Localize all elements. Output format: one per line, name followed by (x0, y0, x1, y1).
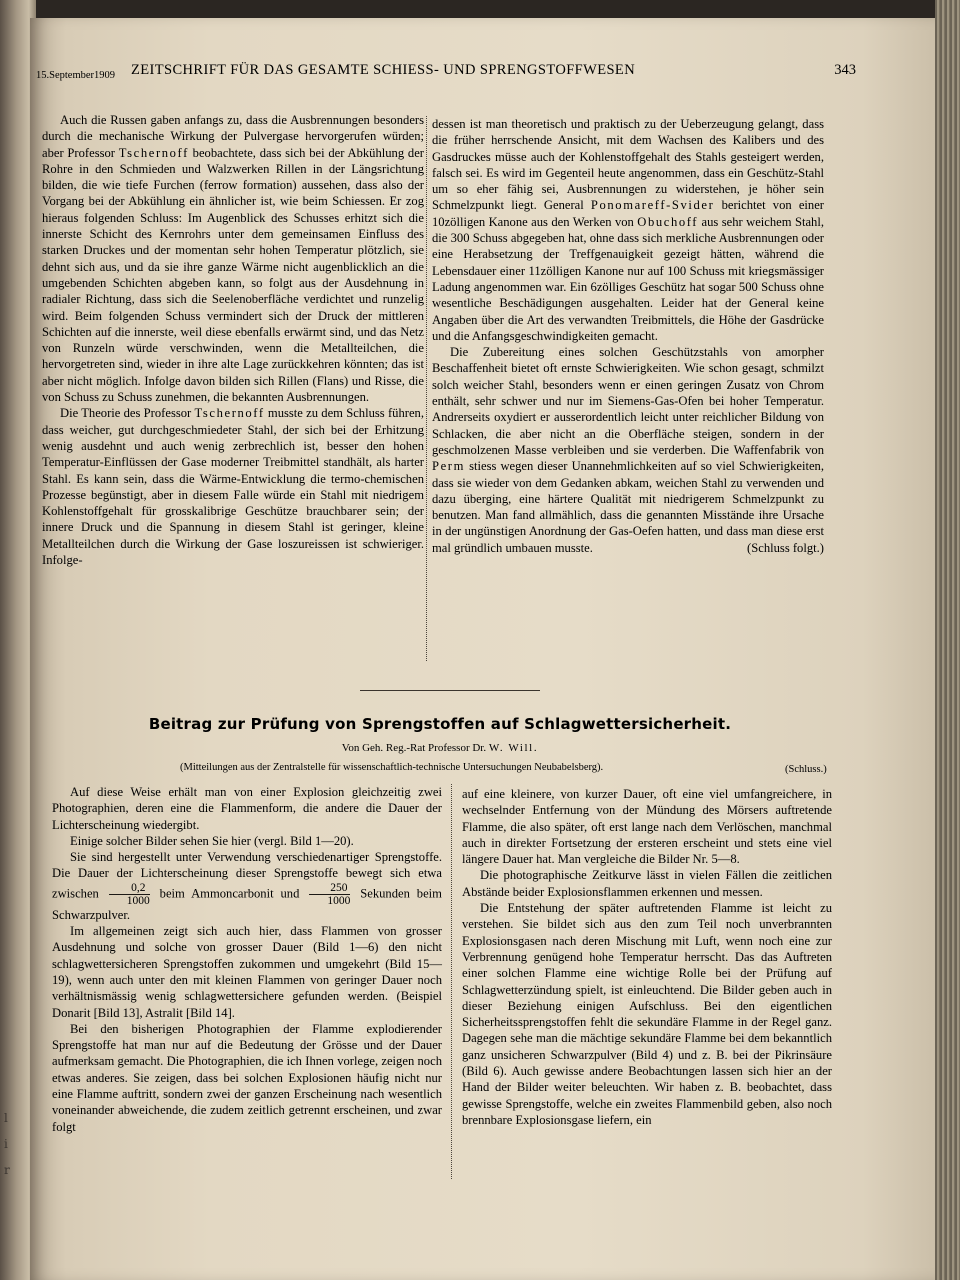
person-name: Ponomareff-Svider (590, 198, 715, 213)
facing-page-fragments (4, 1105, 14, 1183)
edge-mark: r (4, 1163, 10, 1177)
article-affiliation: (Mitteilungen aus der Zentralstelle für wissenschaftlich-technische Untersuchungen Neubabelsberg). (180, 762, 604, 773)
paragraph: dessen ist man theoretisch und praktisch zu der Ueberzeugung gelangt, dass die früher herrschende Ansicht, mit dem Wachsen des Kalibers und des Gasdruckes müsse auch der Kohlenstoffgehalt des Stahls gesteigert werden, falsch sei. Es wird im Gegenteil heute angenommen, dass ein Geschütz-Stahl um so eher fähig sei, Ausbrennungen zu widerstehen, je höher sein Schmelzpunkt liegt. General Ponomareff-Svider berichtet von einer 10zölligen Kanone aus den Werken von Obuchoff aus sehr weichem Stahl, die 300 Schuss abgegeben hat, ohne dass sich merkliche Ausbrennungen oder eine Herabsetzung der Treffgenauigkeit gezeigt hätten, während die Lebensdauer einer 11zölligen Kanone nur auf 100 Schuss mit kriegsmässiger Ladung angenommen war. Ein 6zölliges Geschütz hat sogar 500 Schuss ohne wesentliche Beschädigungen ausgehalten. Leider hat der General keine Angaben über die Art des verwandten Treibmittels, die Höhe der Gasdrücke und die Anfangsgeschwindigkeiten gemacht. (432, 117, 825, 343)
issue-date: 15.September1909 (36, 70, 116, 81)
place-name: Perm (432, 459, 465, 474)
paragraph: Auch die Russen gaben anfangs zu, dass die Ausbrennungen besonders durch die mechanische Wirkung der Pulvergase hervorgerufen würden; aber Professor Tschernoff beobachtete, dass sich bei der Abkühlung der Rohre in den Schmieden und Walzwerken Rillen in der Längsrichtung bilden, die wie tiefe Furchen (ferrow formation) aussehen, dass also der Vorgang bei der Abkühlung ein ähnlicher ist, wie beim Schiessen. Er zog hieraus folgenden Schluss: Im Augenblick des Schusses erhitzt sich die innerste Schicht des Kernrohrs unter dem gemeinsamen Einfluss des starken Druckes und der momentan sehr hohen Temperatur plötzlich, sie dehnt sich aus, und da sie ihre ganze Wärme nicht augenblicklich an die umgebenden Schichten abgeben kann, so folgt aus der Ausdehnung in radialer Richtung, dass sich die Seelenoberfläche verdichtet und runzelig wird. Beim folgenden Schuss vermindert sich der Druck der mittleren Schichten auf die innerste, weil diese ebenfalls erwärmt sind, und das Netz von Runzeln würde verschwinden, wenn die Metallteilchen, die hervorgetreten sind, wieder in ihre alte Lage zurückkehren könnten; das ist aber nicht möglich. Infolge davon bilden sich Rillen (Flans) und Risse, die von Schuss zu Schuss zunehmen, die bekannten Ausbrennungen. (42, 113, 424, 405)
paragraph: Im allgemeinen zeigt sich auch hier, dass Flammen von grosser Ausdehnung und solche von grosser Dauer (Bild 1—6) den nicht schlagwettersicheren Sprengstoffen zukommen und umgekehrt (Bild 15—19), wenn auch unter den mit kleinen Flammen von geringer Dauer noch verhältnismässig wenig schlagwettersichere gefunden werden. (Beispiel Donarit [Bild 13], Astralit [Bild 14]. (52, 924, 442, 1020)
page-number: 343 (834, 62, 856, 78)
column-divider (451, 784, 452, 1179)
paragraph: Die Entstehung der später auftretenden Flamme ist leicht zu verstehen. Sie bildet sich aus den zum Teil noch unverbrannten Explosionsgasen nach deren Mischung mit Luft, wenn noch eine zur Verbrennung genügend hohe Temperatur herrscht. Das das Auftreten einer solchen Flamme eine wichtige Rolle bei der Prüfung auf Schlagwetterzündung spielt, ist einleuchtend. Die Bilder geben auch in dieser Beziehung einigen Aufschluss. Bei den eigentlichen Sicherheitssprengstoffen fehlt die sekundäre Flamme in der Regel ganz. Dagegen sehe man die mächtige sekundäre Flamme bei dem bekanntlich ganz unsicheren Schwarzpulver (Bild 4) und z. B. bei der Pikrinsäure (Bild 6). Auch gewisse andere Beobachtungen lassen sich hier an der Hand der Bilder weiter beleuchten. Wir haben z. B. beobachtet, dass gewisse Sprengstoffe, welche ein zweites Flammenbild geben, also noch brennbare Explosionsgase liefern, ein (462, 901, 832, 1127)
paragraph: Einige solcher Bilder sehen Sie hier (vergl. Bild 1—20). (70, 833, 354, 848)
to-be-continued: (Schluss folgt.) (747, 540, 824, 555)
article-title: Beitrag zur Prüfung von Sprengstoffen auf Schlagwettersicherheit. (148, 715, 732, 733)
top-left-column (42, 112, 424, 568)
author-name: W. Will. (488, 742, 539, 754)
continuation-note: (Schluss.) (785, 764, 827, 775)
bottom-left-column (52, 784, 442, 1135)
fraction: $\frac{0,2}{1000}$ (109, 882, 150, 907)
fraction: $\frac{250}{1000}$ (309, 882, 350, 907)
journal-title: ZEITSCHRIFT FÜR DAS GESAMTE SCHIESS- UND SPRENGSTOFFWESEN (131, 62, 636, 78)
place-name: Obuchoff (637, 214, 699, 229)
person-name: Tschernoff (194, 406, 265, 421)
book-page-stack (935, 0, 960, 1280)
section-rule (360, 690, 540, 691)
bottom-right-column (462, 786, 832, 1128)
paragraph: Die Theorie des Professor Tschernoff musste zu dem Schluss führen, dass weicher, gut durchgeschmiedeter Stahl, der sich bei der Erhitzung wenig ausdehnt und auch wenig zerbrechlich ist, besser den hohen Temperatur-Einflüssen der Gase moderner Treibmittel standhält, als harter Stahl. Es kann sein, dass die Wärme-Entwicklung die termo-chemischen Prozesse begünstigt, aber in diesem Falle würde ein Stahl mit niedrigem Kohlenstoffgehalt für grosskalibrige Geschütze brauchbarer sein; der innere Druck und die Spannung in diesem Stahl ist geringer, kleine Metallteilchen durch die Wirkung der Gase loszureissen ist schwieriger. Infolge- (42, 406, 424, 568)
top-right-column (432, 116, 824, 556)
person-name: Tschernoff (118, 145, 189, 160)
paragraph: Auf diese Weise erhält man von einer Explosion gleichzeitig zwei Photographien, deren eine die Flammenform, die andere die Dauer der Lichterscheinung wiedergibt. (52, 785, 442, 832)
edge-mark: l (4, 1111, 8, 1125)
article-byline: Von Geh. Reg.-Rat Professor Dr. W. Will. (341, 742, 539, 754)
paragraph: Die Zubereitung eines solchen Geschützstahls von amorpher Beschaffenheit bietet oft ernste Schwierigkeiten. Wie schon gesagt, schmilzt solch weicher Stahl, besonders wenn er einen geringen Zusatz von Chrom enthält, sehr schwer und nur im Siemens-Gas-Ofen bei hoher Temperatur. Andrerseits oxydiert er ausserordentlich leicht unter reichlicher Bildung von Schlacken, die aber nicht an die Oberfläche steigen, sondern in der geschmolzenen Masse verbleiben und sie verderben. Die Waffenfabrik von Perm stiess wegen dieser Unannehmlichkeiten auf so viel Schwierigkeiten, dass sie wieder von dem Gedanken abkam, weichen Stahl zu verwenden und dazu überging, eine härtere Qualität mit niedrigerem Schmelzpunkt zu benutzen. Man fand allmählich, dass die genannten Misstände ihre Ursache in der ungünstigen Anordnung der Gas-Oefen hatten, und dass man diese erst mal gründlich umbauen musste. (Schluss folgt.) (432, 345, 824, 555)
column-divider (426, 116, 427, 661)
edge-mark: i (4, 1137, 8, 1151)
paragraph: Bei den bisherigen Photographien der Flamme explodierender Sprengstoffe hat man nur auf die Bedeutung der Grösse und der Dauer aufmerksam gemacht. Die Photographien, die ich Ihnen vorlege, zeigen noch etwas anderes. Sie zeigen, dass bei solchen Explosionen häufig nicht nur eine Flamme auftritt, sondern zwei der ganzen Erscheinung nach wesentlich voneinander abweichende, die zudem zeitlich getrennt erscheinen, und zwar folgt (52, 1021, 442, 1134)
paragraph: auf eine kleinere, von kurzer Dauer, oft eine viel umfangreichere, in wechselnder Entfernung von der Mündung des Mörsers auftretende Flamme, die also später, oft erst lange nach dem Verlöschen, manchmal auch in direkter Fortsetzung der ersteren erscheint und stets eine viel längere Dauer hat. Man vergleiche die Bilder Nr. 5—8. (462, 787, 832, 867)
paragraph: Die photographische Zeitkurve lässt in vielen Fällen die zeitlichen Abstände beider Explosionsflammen erkennen und messen. (462, 868, 832, 899)
paragraph: Sie sind hergestellt unter Verwendung verschiedenartiger Sprengstoffe. Die Dauer der Lichterscheinung dieser Sprengstoffe bewegt sich etwa zwischen $\frac{0,2}{1000}$ beim Ammoncarbonit und $\frac{250}{1000}$ Sekunden beim Schwarzpulver. (52, 850, 442, 922)
page-header (36, 58, 856, 84)
